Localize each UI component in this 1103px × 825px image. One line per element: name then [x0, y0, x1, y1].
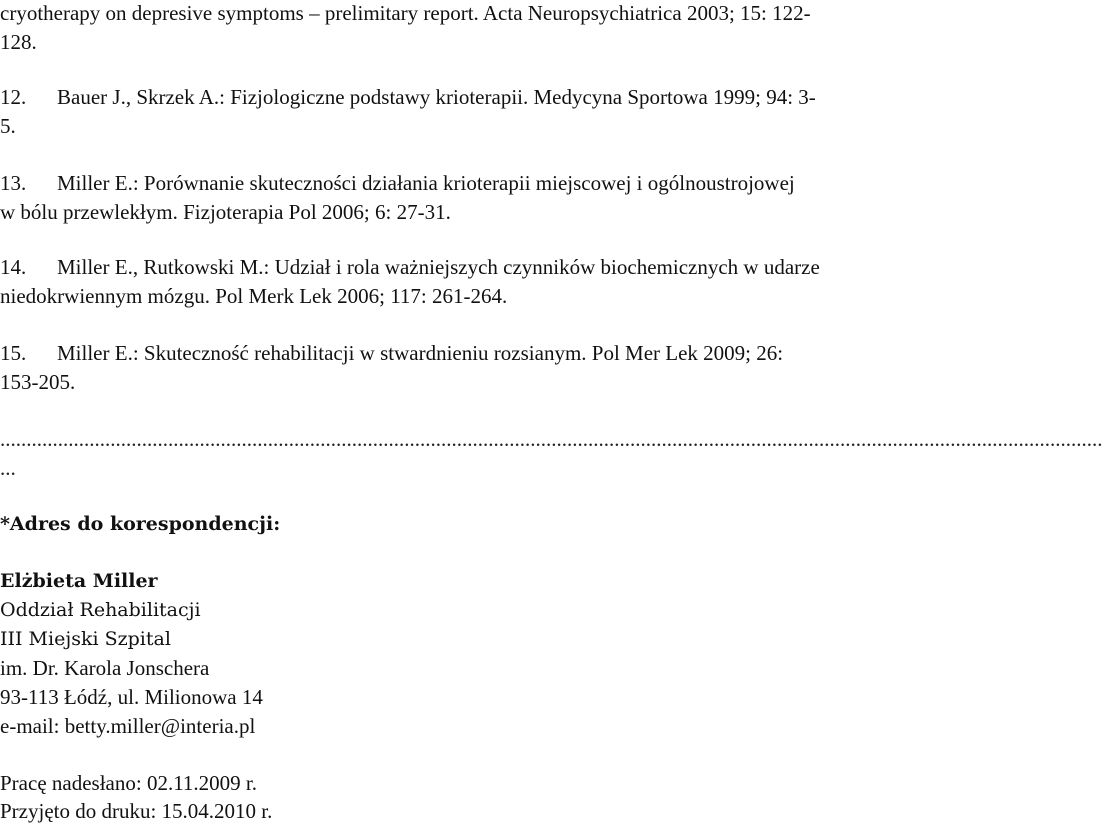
- reference-14-line2: niedokrwiennym mózgu. Pol Merk Lek 2006; 117: 261-264.: [0, 284, 508, 308]
- correspondence-heading: *Adres do korespondencji:: [0, 513, 281, 535]
- correspondence-hospital-name: im. Dr. Karola Jonschera: [0, 656, 210, 680]
- correspondence-email: e-mail: betty.miller@interia.pl: [0, 714, 256, 738]
- reference-15-line2: 153-205.: [0, 370, 76, 394]
- reference-number: 15.: [0, 341, 27, 365]
- reference-13-line2: w bólu przewlekłym. Fizjoterapia Pol 2006; 6: 27-31.: [0, 200, 451, 224]
- reference-continuation-line: 128.: [0, 30, 37, 54]
- reference-text: : Skuteczność rehabilitacji w stwardnieniu rozsianym. Pol Mer Lek 2009; 26:: [132, 341, 784, 365]
- reference-continuation-line: cryotherapy on depresive symptoms – prelimitary report. Acta Neuropsychiatrica 2003; 15: 122-: [0, 1, 811, 25]
- correspondence-hospital: III Miejski Szpital: [0, 628, 171, 650]
- reference-authors: Miller E.: [57, 341, 133, 365]
- reference-number: 14.: [0, 255, 27, 279]
- reference-authors: Miller E., Rutkowski M.: [57, 255, 264, 279]
- reference-15: [0, 340, 783, 366]
- dotted-separator: ..................................................................................................................................................................................................................: [0, 427, 1103, 451]
- correspondence-name: Elżbieta Miller: [0, 570, 158, 592]
- reference-text: : Udział i rola ważniejszych czynników biochemicznych w udarze: [263, 255, 820, 279]
- reference-12-line2: 5.: [0, 114, 16, 138]
- dotted-separator-continuation: ...: [0, 456, 16, 480]
- reference-authors: Bauer J., Skrzek A.: [57, 85, 220, 109]
- correspondence-department: Oddział Rehabilitacji: [0, 599, 201, 621]
- reference-text: : Fizjologiczne podstawy krioterapii. Medycyna Sportowa 1999; 94: 3-: [219, 85, 816, 109]
- reference-authors: Miller E.: [57, 171, 133, 195]
- reference-number: 13.: [0, 171, 27, 195]
- submission-date: Pracę nadesłano: 02.11.2009 r.: [0, 771, 257, 795]
- reference-14: [0, 254, 820, 280]
- reference-text: : Porównanie skuteczności działania krioterapii miejscowej i ogólnoustrojowej: [132, 171, 795, 195]
- acceptance-date: Przyjęto do druku: 15.04.2010 r.: [0, 799, 273, 823]
- correspondence-address: 93-113 Łódź, ul. Milionowa 14: [0, 685, 263, 709]
- reference-12: [0, 84, 816, 110]
- reference-13: [0, 170, 795, 196]
- reference-number: 12.: [0, 85, 27, 109]
